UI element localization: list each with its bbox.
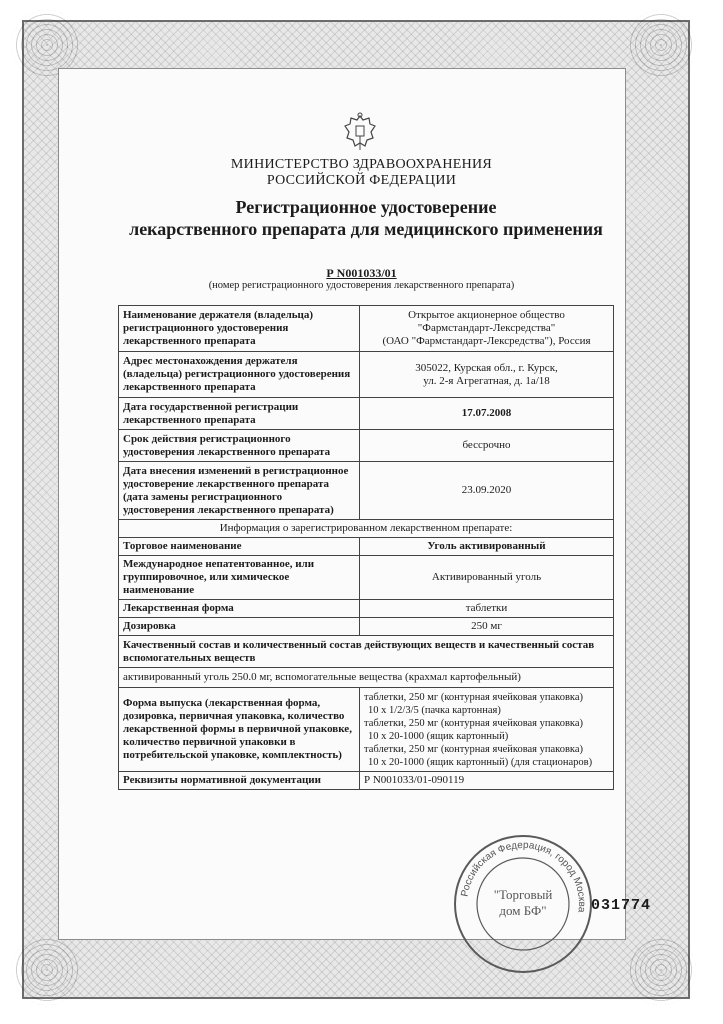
trade-name-value: Уголь активированный [360,538,614,556]
coat-of-arms-icon [343,112,377,152]
validity-label: Срок действия регистрационного удостоверения лекарственного препарата [119,430,360,462]
table-row [119,306,614,352]
release-line: 10 x 20-1000 (ящик картонный) [368,730,509,742]
document-title [60,196,672,240]
release-line: таблетки, 250 мг (контурная ячейковая упаковка) [364,717,584,729]
holder-label: Наименование держателя (владельца) регистрационного удостоверения лекарственного препарата [119,306,360,352]
release-form-value [360,688,614,772]
reg-date-value: 17.07.2008 [360,398,614,430]
trade-name-label: Торговое наименование [119,538,360,556]
table-row [119,618,614,636]
stamp-center-line: "Торговый [493,887,553,902]
registration-table [118,305,614,790]
reg-date-label: Дата государственной регистрации лекарственного препарата [119,398,360,430]
table-row [119,636,614,668]
stamp-ring-text: Российская Федерация, город Москва [459,839,588,913]
table-row [119,398,614,430]
ministry-line: РОССИЙСКОЙ ФЕДЕРАЦИИ [266,173,457,188]
holder-value: Открытое акционерное общество "Фармстандарт-Лексредства" (ОАО "Фармстандарт-Лексредства"), Россия [360,306,614,352]
normative-value: Р N001033/01-090119 [360,772,614,790]
table-row [119,430,614,462]
composition-heading: Качественный состав и количественный состав действующих веществ и качественный состав вспомогательных веществ [119,636,614,668]
table-row [119,772,614,790]
release-line: 10 x 1/2/3/5 (пачка картонная) [368,704,501,716]
table-row [119,688,614,772]
table-row [119,556,614,600]
serial-number: 031774 [591,897,652,914]
validity-value: бессрочно [360,430,614,462]
address-label: Адрес местонахождения держателя (владельца) регистрационного удостоверения лекарственного препарата [119,352,360,398]
stamp-center-line: дом БФ" [499,903,547,918]
composition-value: активированный уголь 250.0 мг, вспомогательные вещества (крахмал картофельный) [119,668,614,688]
dosage-value: 250 мг [360,618,614,636]
release-form-label: Форма выпуска (лекарственная форма, дозировка, первичная упаковка, количество лекарственной формы в первичной упаковке, количество первичной упаковки в потребительской упаковке, комплектность) [119,688,360,772]
round-stamp [452,833,594,975]
table-row [119,352,614,398]
dosage-label: Дозировка [119,618,360,636]
ministry-name [0,157,723,189]
address-value: 305022, Курская обл., г. Курск, ул. 2-я Агрегатная, д. 1а/18 [360,352,614,398]
release-line: таблетки, 250 мг (контурная ячейковая упаковка) [364,691,584,703]
changes-date-label: Дата внесения изменений в регистрационное удостоверение лекарственного препарата (дата замены регистрационного удостоверения лекарственного препарата) [119,462,360,520]
dosage-form-value: таблетки [360,600,614,618]
frame-corner-ornament [626,935,696,1005]
normative-label: Реквизиты нормативной документации [119,772,360,790]
release-line: 10 x 20-1000 (ящик картонный) (для стационаров) [368,756,593,768]
registration-number-caption: (номер регистрационного удостоверения лекарственного препарата) [208,280,515,291]
table-row [119,520,614,538]
frame-corner-ornament [12,935,82,1005]
dosage-form-label: Лекарственная форма [119,600,360,618]
frame-corner-ornament [626,10,696,80]
ministry-line: МИНИСТЕРСТВО ЗДРАВООХРАНЕНИЯ [230,157,493,172]
inn-value: Активированный уголь [360,556,614,600]
table-row [119,462,614,520]
title-line: Регистрационное удостоверение [235,197,497,217]
table-row [119,668,614,688]
table-row [119,600,614,618]
title-line: лекарственного препарата для медицинского применения [129,219,603,239]
inn-label: Международное непатентованное, или группировочное, или химическое наименование [119,556,360,600]
table-row [119,538,614,556]
registration-number: Р N001033/01 [326,266,397,280]
changes-date-value: 23.09.2020 [360,462,614,520]
release-line: таблетки, 250 мг (контурная ячейковая упаковка) [364,743,584,755]
drug-info-heading: Информация о зарегистрированном лекарственном препарате: [119,520,614,538]
